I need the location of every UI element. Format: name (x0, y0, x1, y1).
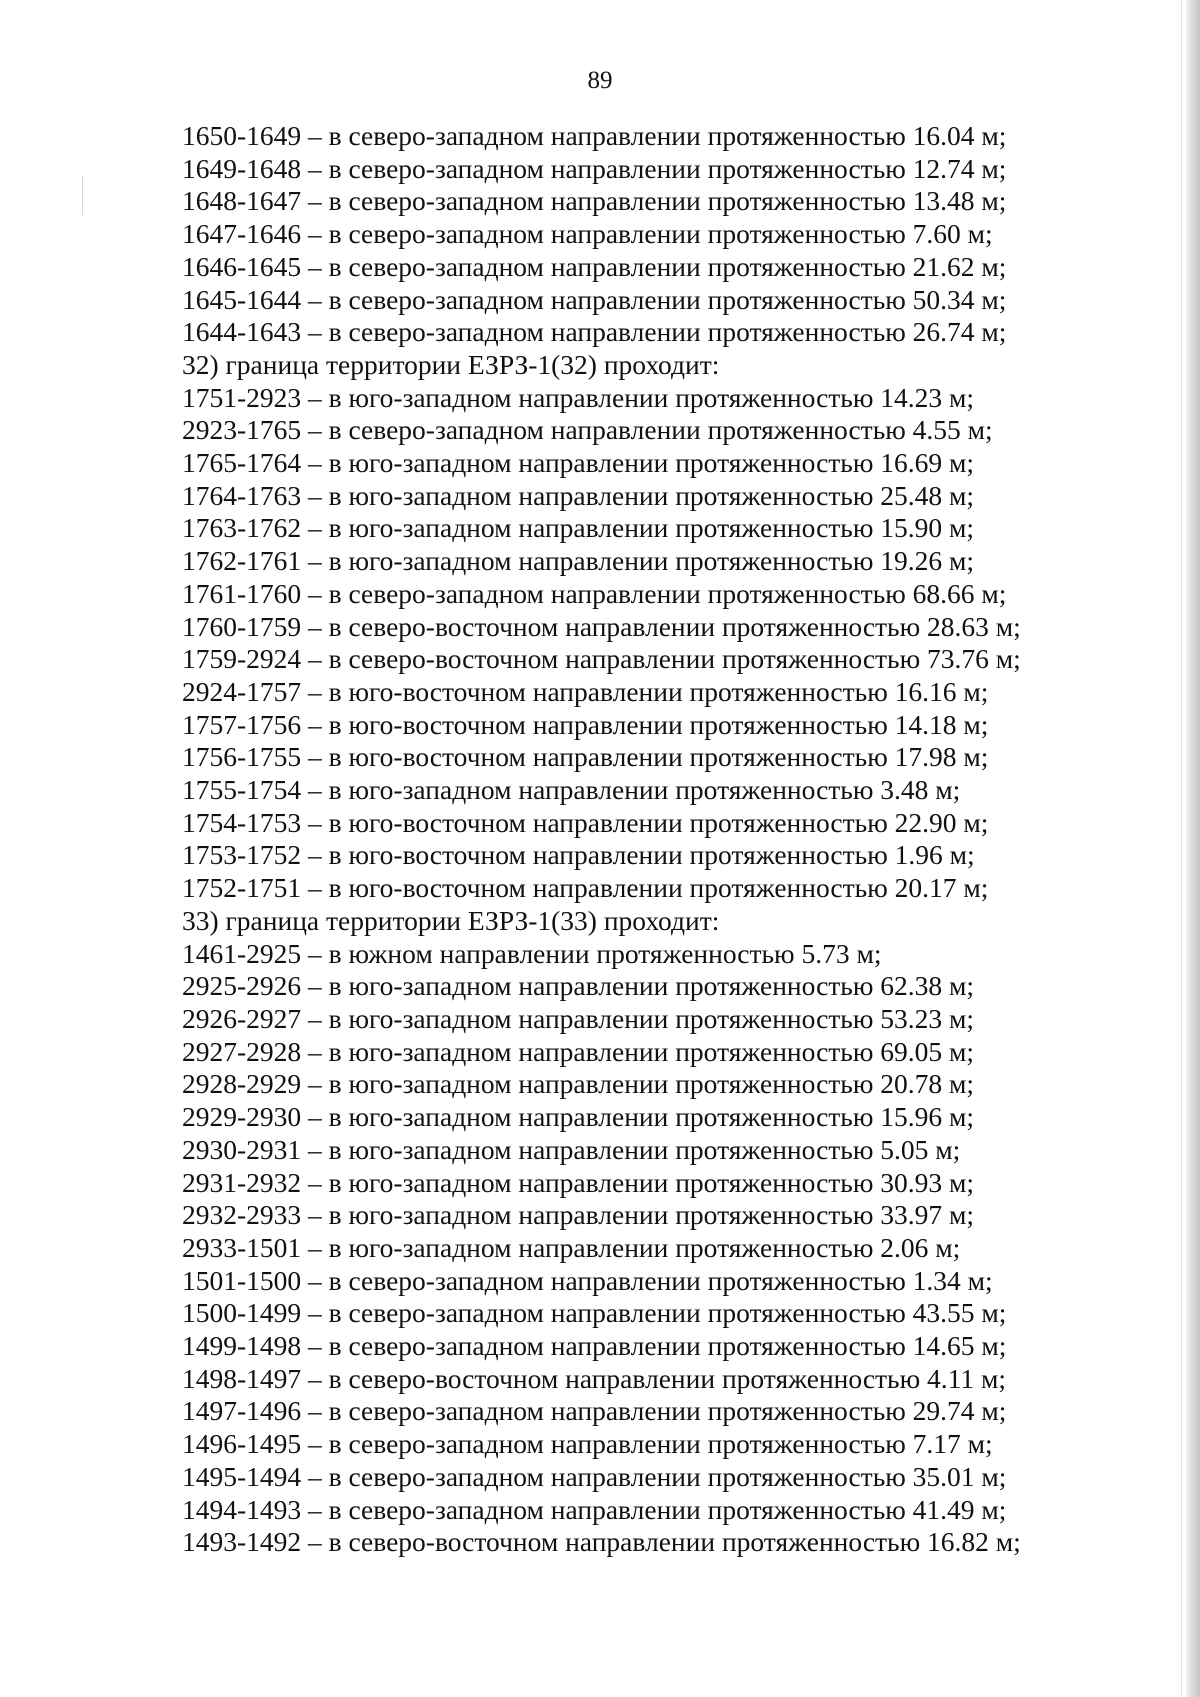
boundary-segment-line: 1501-1500 – в северо-западном направлении протяженностью 1.34 м; (182, 1264, 993, 1296)
boundary-segment-line: 1499-1498 – в северо-западном направлении протяженностью 14.65 м; (182, 1330, 1007, 1362)
boundary-segment-line: 1762-1761 – в юго-западном направлении протяженностью 19.26 м; (182, 545, 975, 577)
boundary-segment-line: 2929-2930 – в юго-западном направлении протяженностью 15.96 м; (182, 1101, 975, 1133)
boundary-segment-line: 1648-1647 – в северо-западном направлении протяженностью 13.48 м; (182, 185, 1007, 217)
boundary-segment-line: 1645-1644 – в северо-западном направлении протяженностью 50.34 м; (182, 283, 1007, 315)
boundary-segment-line: 1495-1494 – в северо-западном направлении протяженностью 35.01 м; (182, 1460, 1007, 1492)
section-heading: 33) граница территории ЕЗРЗ-1(33) проходит: (182, 904, 720, 936)
boundary-segment-line: 1500-1499 – в северо-западном направлении протяженностью 43.55 м; (182, 1297, 1007, 1329)
boundary-segment-line: 1646-1645 – в северо-западном направлении протяженностью 21.62 м; (182, 250, 1007, 282)
section-heading: 32) граница территории ЕЗРЗ-1(32) проходит: (182, 348, 720, 380)
boundary-segment-line: 1753-1752 – в юго-восточном направлении протяженностью 1.96 м; (182, 839, 975, 871)
scan-mark (82, 175, 83, 215)
boundary-segment-line: 1650-1649 – в северо-западном направлении протяженностью 16.04 м; (182, 120, 1007, 151)
boundary-segment-line: 2925-2926 – в юго-западном направлении протяженностью 62.38 м; (182, 970, 975, 1002)
boundary-segment-line: 2924-1757 – в юго-восточном направлении протяженностью 16.16 м; (182, 675, 989, 707)
boundary-segment-line: 1494-1493 – в северо-западном направлении протяженностью 41.49 м; (182, 1493, 1007, 1525)
boundary-segment-line: 2932-2933 – в юго-западном направлении протяженностью 33.97 м; (182, 1199, 975, 1231)
boundary-segment-line: 1755-1754 – в юго-западном направлении протяженностью 3.48 м; (182, 774, 961, 806)
boundary-segment-line: 2926-2927 – в юго-западном направлении протяженностью 53.23 м; (182, 1002, 975, 1034)
boundary-segment-line: 1761-1760 – в северо-западном направлении протяженностью 68.66 м; (182, 577, 1007, 609)
boundary-segment-line: 1649-1648 – в северо-западном направлении протяженностью 12.74 м; (182, 152, 1007, 184)
boundary-segment-line: 1764-1763 – в юго-западном направлении протяженностью 25.48 м; (182, 479, 975, 511)
boundary-segment-line: 1493-1492 – в северо-восточном направлении протяженностью 16.82 м; (182, 1526, 1021, 1558)
page-number: 89 (587, 67, 613, 94)
boundary-segment-line: 1759-2924 – в северо-восточном направлении протяженностью 73.76 м; (182, 643, 1021, 675)
boundary-segment-line: 1756-1755 – в юго-восточном направлении протяженностью 17.98 м; (182, 741, 989, 773)
boundary-segment-line: 1498-1497 – в северо-восточном направлении протяженностью 4.11 м; (182, 1362, 1007, 1394)
scan-edge-shadow (1186, 0, 1200, 1697)
boundary-segment-line: 1760-1759 – в северо-восточном направлении протяженностью 28.63 м; (182, 610, 1021, 642)
boundary-segment-line: 1496-1495 – в северо-западном направлении протяженностью 7.17 м; (182, 1428, 993, 1460)
boundary-segment-line: 1765-1764 – в юго-западном направлении протяженностью 16.69 м; (182, 447, 975, 479)
boundary-segment-line: 1461-2925 – в южном направлении протяженностью 5.73 м; (182, 937, 882, 969)
boundary-segment-line: 2931-2932 – в юго-западном направлении протяженностью 30.93 м; (182, 1166, 975, 1198)
boundary-segment-line: 1754-1753 – в юго-восточном направлении протяженностью 22.90 м; (182, 806, 989, 838)
boundary-segment-line: 2933-1501 – в юго-западном направлении протяженностью 2.06 м; (182, 1231, 961, 1263)
document-body (182, 120, 1082, 1559)
boundary-segment-line: 1751-2923 – в юго-западном направлении протяженностью 14.23 м; (182, 381, 975, 413)
boundary-segment-line: 1644-1643 – в северо-западном направлении протяженностью 26.74 м; (182, 316, 1007, 348)
boundary-segment-line: 2928-2929 – в юго-западном направлении протяженностью 20.78 м; (182, 1068, 975, 1100)
boundary-segment-line: 1647-1646 – в северо-западном направлении протяженностью 7.60 м; (182, 218, 993, 250)
boundary-segment-line: 1763-1762 – в юго-западном направлении протяженностью 15.90 м; (182, 512, 975, 544)
boundary-segment-line: 1497-1496 – в северо-западном направлении протяженностью 29.74 м; (182, 1395, 1007, 1427)
boundary-segment-line: 2927-2928 – в юго-западном направлении протяженностью 69.05 м; (182, 1035, 975, 1067)
boundary-segment-line: 1757-1756 – в юго-восточном направлении протяженностью 14.18 м; (182, 708, 989, 740)
boundary-segment-line: 2930-2931 – в юго-западном направлении протяженностью 5.05 м; (182, 1133, 961, 1165)
boundary-segment-line: 1752-1751 – в юго-восточном направлении протяженностью 20.17 м; (182, 872, 989, 904)
boundary-segment-line: 2923-1765 – в северо-западном направлении протяженностью 4.55 м; (182, 414, 993, 446)
scan-edge-line (1181, 0, 1182, 1697)
